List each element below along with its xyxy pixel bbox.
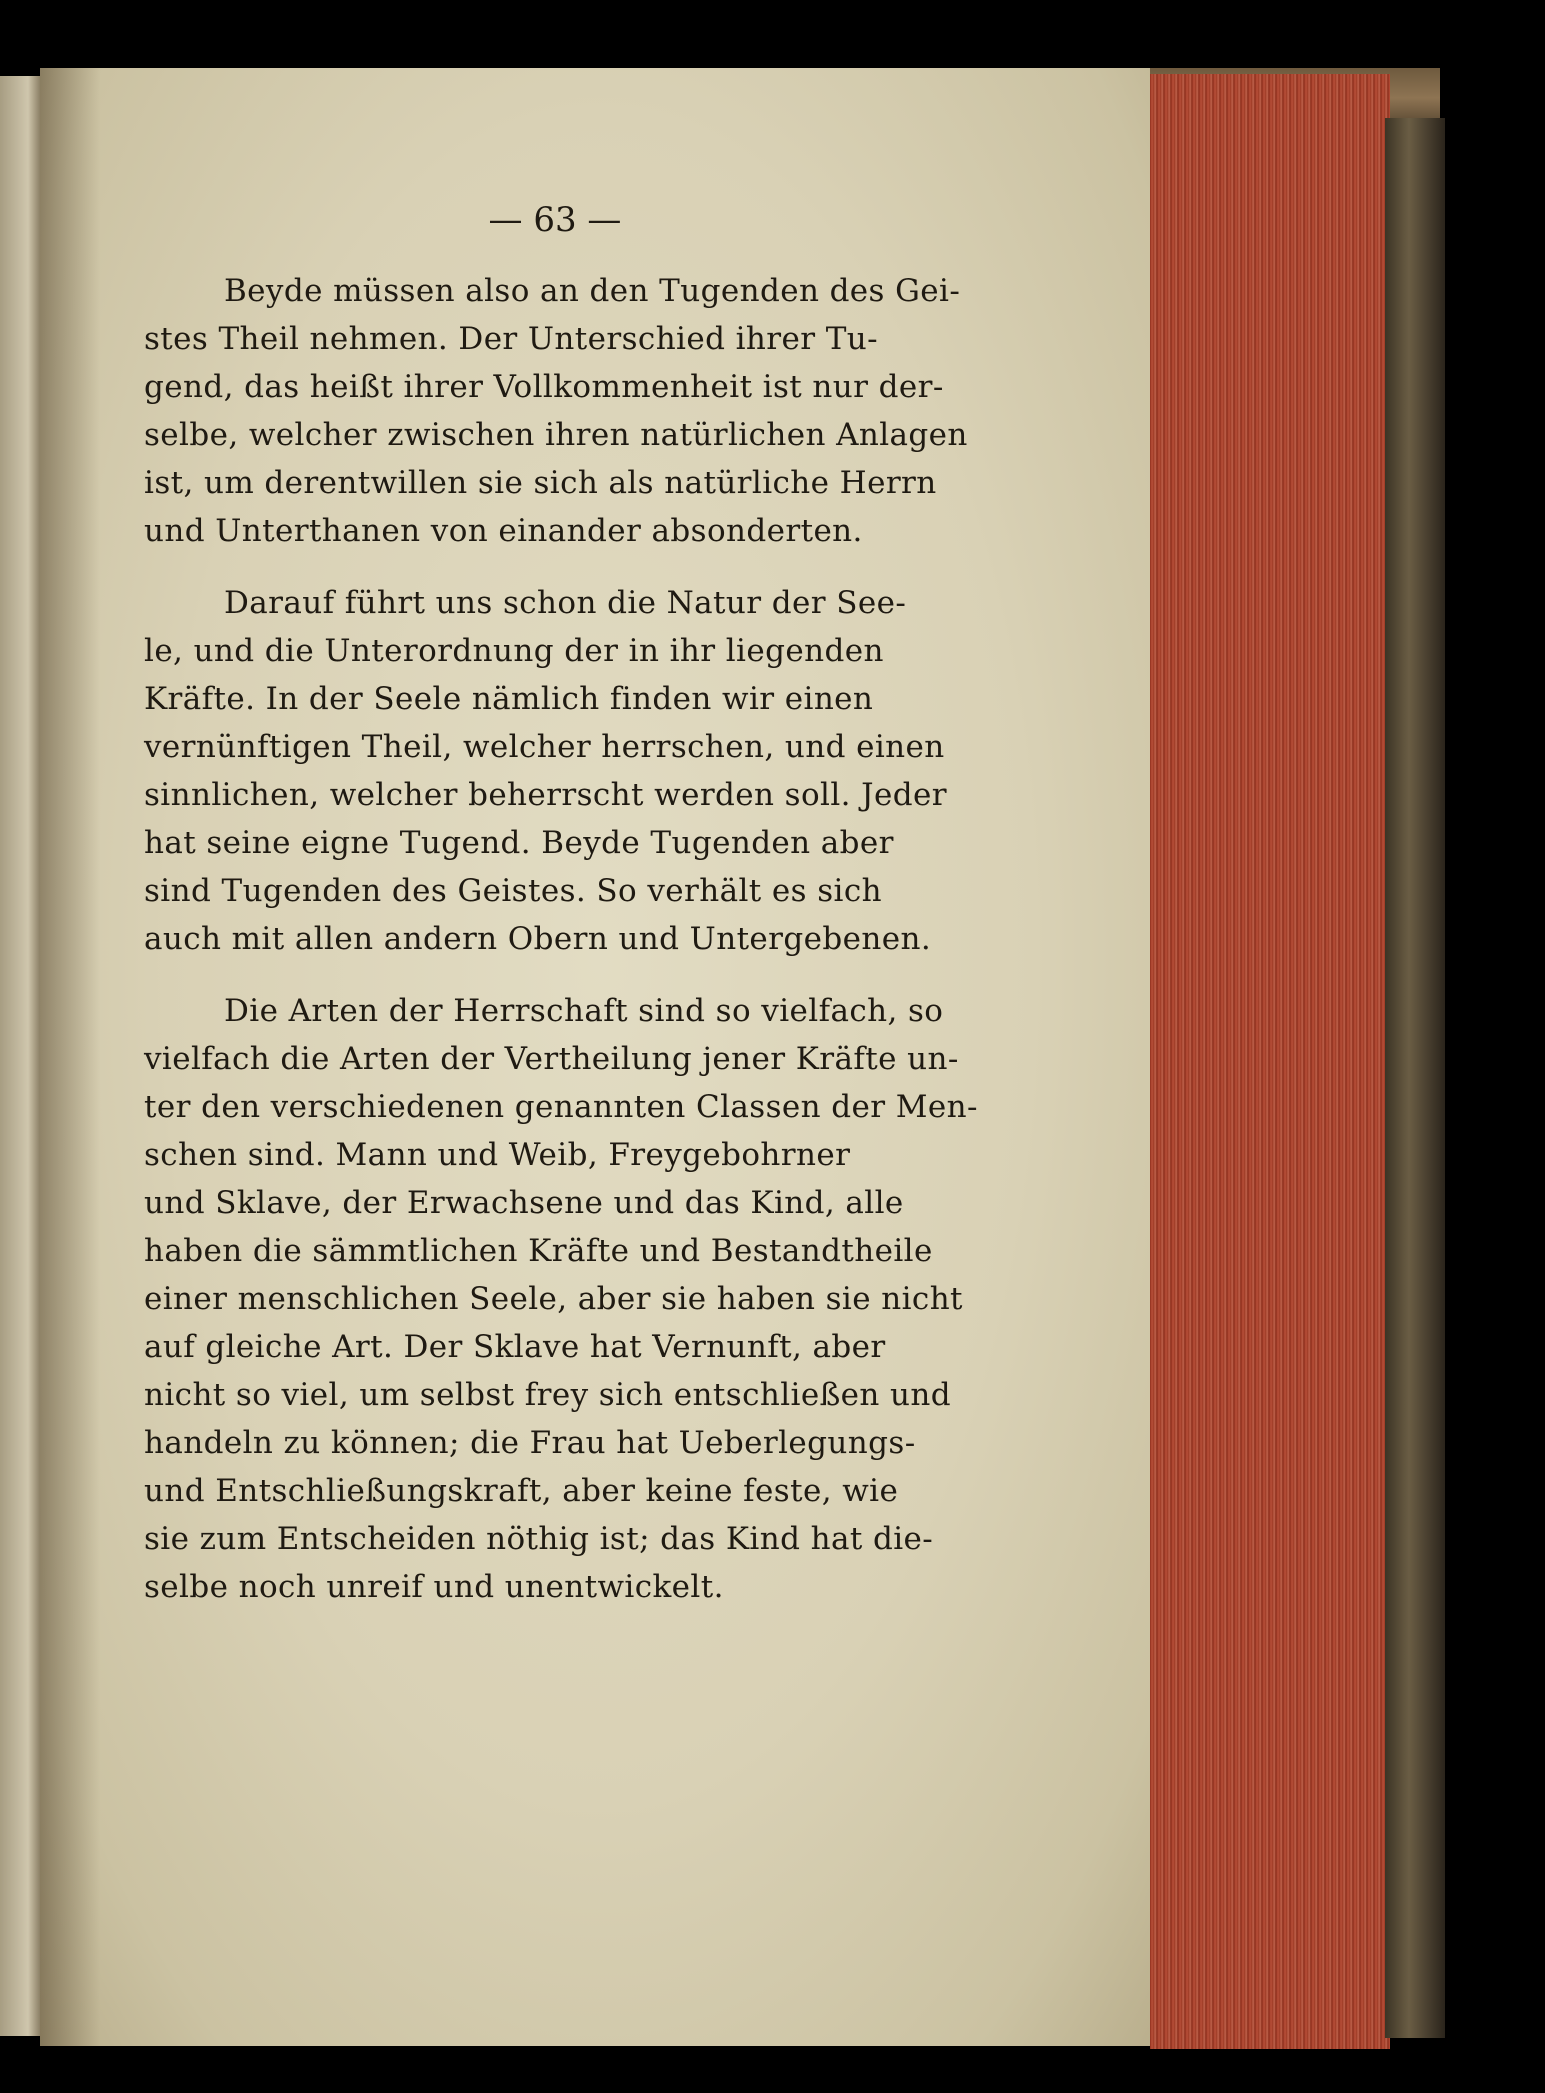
text-line: auf gleiche Art. Der Sklave hat Vernunft, aber (144, 1329, 886, 1365)
text-line: sind Tugenden des Geistes. So verhält es sich (144, 873, 882, 909)
text-line: Beyde müssen also an den Tugenden des Gei- (224, 273, 961, 309)
book-cover-edge (1385, 118, 1445, 2038)
text-line: selbe noch unreif und unentwickelt. (144, 1569, 724, 1605)
page-gutter-shadow (40, 68, 100, 2046)
text-line: vernünftigen Theil, welcher herrschen, und einen (144, 729, 945, 765)
text-line: ist, um derentwillen sie sich als natürliche Herrn (144, 465, 937, 501)
text-line: le, und die Unterordnung der in ihr liegenden (144, 633, 884, 669)
text-line: nicht so viel, um selbst frey sich entschließen und (144, 1377, 952, 1413)
text-line: einer menschlichen Seele, aber sie haben sie nicht (144, 1281, 963, 1317)
text-line: vielfach die Arten der Vertheilung jener Kräfte un- (144, 1041, 959, 1077)
text-line: gend, das heißt ihrer Vollkommenheit ist nur der- (144, 369, 944, 405)
text-line: selbe, welcher zwischen ihren natürlichen Anlagen (144, 417, 968, 453)
text-line: haben die sämmtlichen Kräfte und Bestandtheile (144, 1233, 933, 1269)
text-line: und Entschließungskraft, aber keine feste, wie (144, 1473, 899, 1509)
text-line: Die Arten der Herrschaft sind so vielfach, so (224, 993, 944, 1029)
text-line: auch mit allen andern Obern und Untergebenen. (144, 921, 932, 957)
facing-page-edge (0, 76, 40, 2036)
text-line: schen sind. Mann und Weib, Freygebohrner (144, 1137, 851, 1173)
text-line: handeln zu können; die Frau hat Ueberlegungs- (144, 1425, 916, 1461)
text-line: und Unterthanen von einander absonderten. (144, 513, 863, 549)
page-number: — 63 — (488, 200, 622, 240)
text-line: ter den verschiedenen genannten Classen der Men- (144, 1089, 978, 1125)
text-line: und Sklave, der Erwachsene und das Kind, alle (144, 1185, 904, 1221)
text-line: sinnlichen, welcher beherrscht werden soll. Jeder (144, 777, 947, 813)
text-line: stes Theil nehmen. Der Unterschied ihrer Tu- (144, 321, 879, 357)
text-line: Darauf führt uns schon die Natur der See- (224, 585, 907, 621)
text-line: hat seine eigne Tugend. Beyde Tugenden aber (144, 825, 894, 861)
book-fore-edge (1150, 74, 1390, 2049)
text-line: Kräfte. In der Seele nämlich finden wir einen (144, 681, 874, 717)
text-line: sie zum Entscheiden nöthig ist; das Kind hat die- (144, 1521, 934, 1557)
